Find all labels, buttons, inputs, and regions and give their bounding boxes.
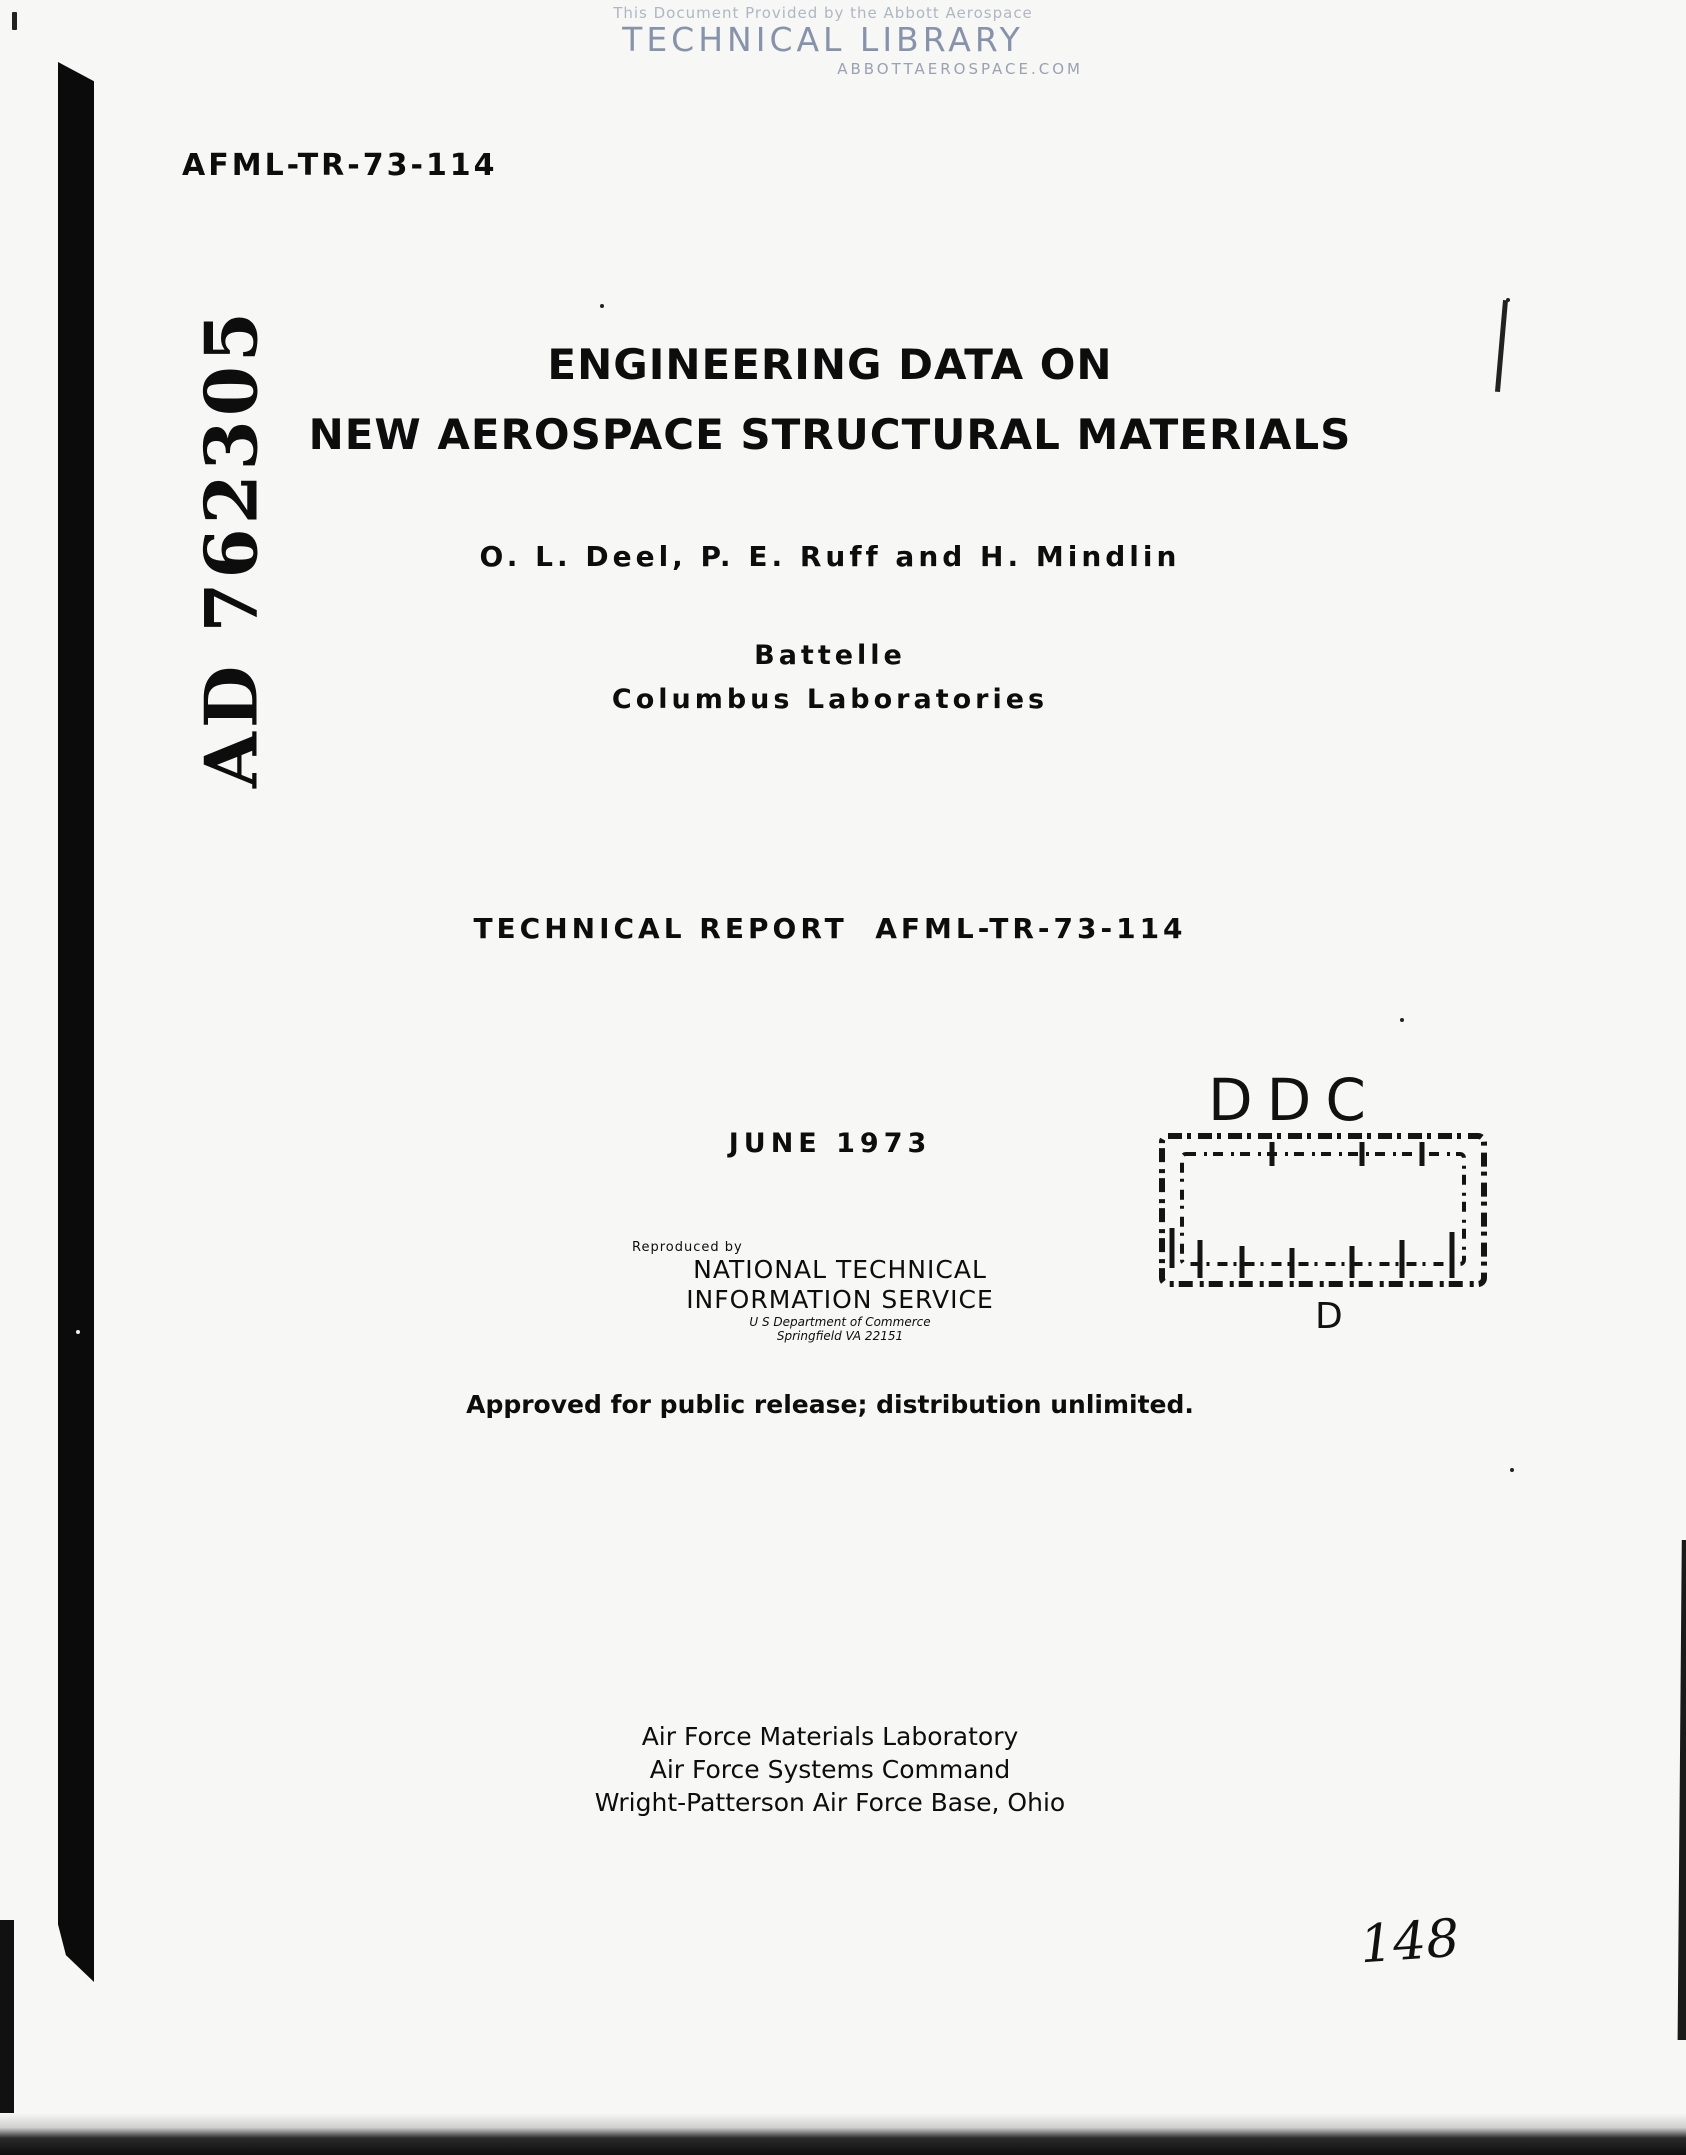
scan-speck	[1510, 1468, 1514, 1472]
issuer-line-2: Air Force Systems Command	[649, 1755, 1011, 1784]
ddc-stamp-frame	[1152, 1128, 1496, 1292]
ntis-name-line-2: INFORMATION SERVICE	[686, 1285, 994, 1314]
title-line-2: NEW AEROSPACE STRUCTURAL MATERIALS	[308, 410, 1352, 459]
ntis-address: Springfield VA 22151	[776, 1329, 904, 1343]
ntis-name-line-1: NATIONAL TECHNICAL	[693, 1255, 987, 1284]
watermark-provider: This Document Provided by the Abbott Aerospace	[613, 4, 1033, 22]
pen-mark	[1495, 300, 1508, 392]
organization-line-2: Columbus Laboratories	[611, 684, 1049, 715]
scan-right-edge	[1672, 1540, 1686, 2040]
organization-line-1: Battelle	[754, 640, 906, 671]
ddc-stamp	[1152, 1128, 1496, 1292]
report-date: JUNE 1973	[728, 1128, 932, 1159]
ntis-reproduction-notice	[620, 1240, 1060, 1343]
ddc-stamp-letter: D	[1315, 1296, 1343, 1337]
scan-speck	[1506, 298, 1510, 302]
ad-number: AD 762305	[188, 308, 274, 788]
watermark-title: TECHNICAL LIBRARY	[622, 20, 1024, 59]
scan-speck	[12, 12, 17, 30]
issuer-line-1: Air Force Materials Laboratory	[641, 1722, 1019, 1751]
ntis-department: U S Department of Commerce	[749, 1315, 931, 1329]
technical-report-number: TECHNICAL REPORT AFML-TR-73-114	[473, 912, 1187, 945]
report-number: AFML-TR-73-114	[182, 148, 498, 183]
ddc-stamp-title: DDC	[1208, 1066, 1380, 1134]
distribution-statement: Approved for public release; distribution unlimited.	[466, 1390, 1194, 1419]
scan-bottom-edge	[0, 2113, 1686, 2155]
title-line-1: ENGINEERING DATA ON	[547, 340, 1113, 389]
watermark-site: ABBOTTAEROSPACE.COM	[837, 60, 1083, 78]
issuer-line-3: Wright-Patterson Air Force Base, Ohio	[594, 1788, 1066, 1817]
scan-left-border	[58, 62, 94, 1982]
scan-speck	[600, 304, 604, 308]
authors: O. L. Deel, P. E. Ruff and H. Mindlin	[479, 540, 1181, 573]
handwritten-page-count: 148	[1358, 1908, 1462, 1976]
ad-number-block	[188, 308, 274, 788]
scan-speck	[76, 1330, 80, 1334]
scan-speck	[1400, 1018, 1404, 1022]
ntis-reproduced-by: Reproduced by	[632, 1240, 743, 1255]
